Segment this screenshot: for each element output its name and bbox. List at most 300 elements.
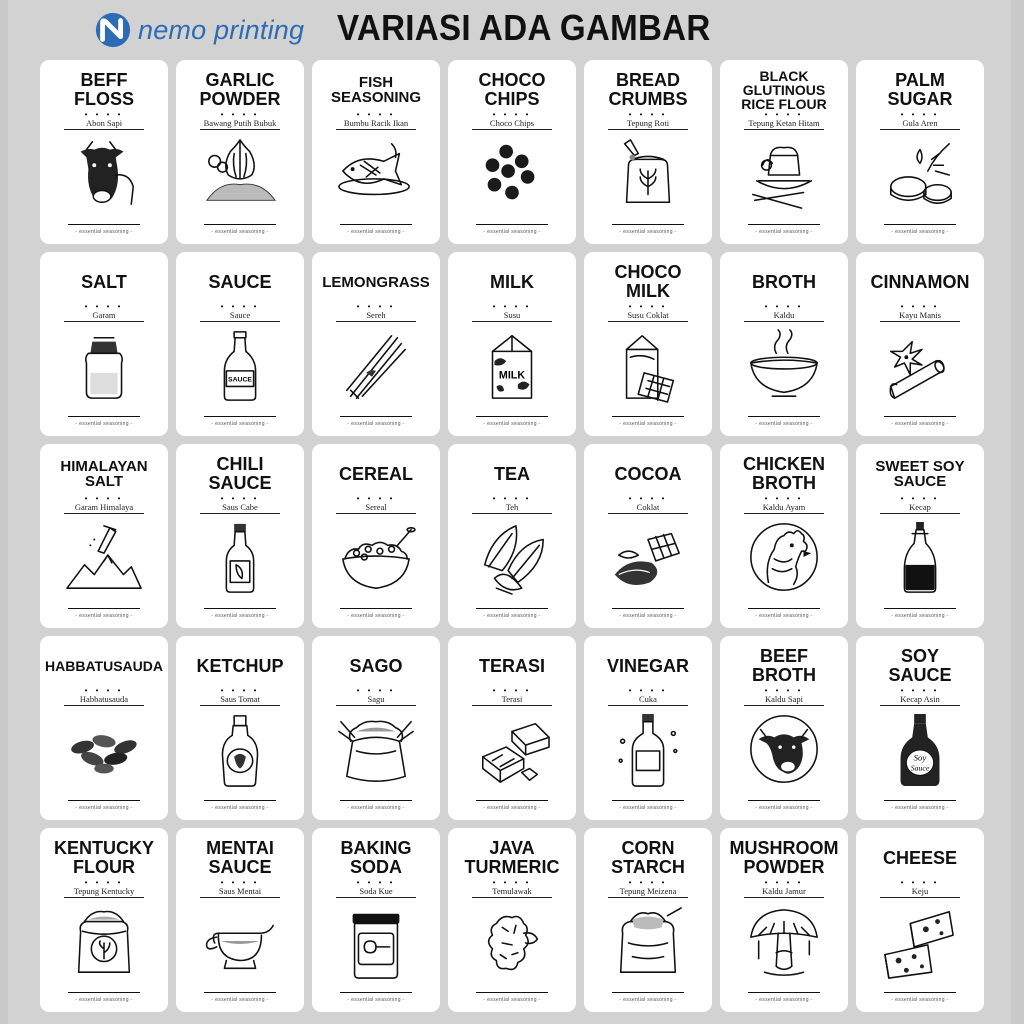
dot-separator: • • • • [900, 878, 940, 887]
label-divider [340, 992, 412, 993]
label-title: BLACK GLUTINOUS RICE FLOUR [741, 68, 827, 112]
label-subtitle: Susu [472, 310, 552, 322]
label-card [40, 60, 168, 244]
label-card [40, 252, 168, 436]
label-divider [476, 416, 548, 417]
dot-separator: • • • • [764, 110, 804, 119]
label-divider [748, 800, 820, 801]
label-title-wrap [312, 70, 440, 110]
label-footer: - essential seasoning - [619, 421, 677, 427]
label-divider [68, 992, 140, 993]
svg-text:MILK: MILK [498, 369, 526, 382]
dot-separator: • • • • [628, 686, 668, 695]
label-illustration [336, 712, 416, 788]
dot-separator: • • • • [84, 302, 124, 311]
label-title-wrap [584, 838, 712, 878]
label-subtitle: Sereh [336, 310, 416, 322]
label-subtitle: Garam [64, 310, 144, 322]
label-divider [204, 800, 276, 801]
label-divider [340, 416, 412, 417]
svg-text:SAUCE: SAUCE [228, 376, 252, 384]
label-illustration [880, 520, 960, 596]
label-card [584, 444, 712, 628]
dot-separator: • • • • [628, 302, 668, 311]
label-subtitle: Tepung Ketan Hitam [744, 118, 824, 130]
label-illustration [472, 328, 552, 404]
brand-name: nemo printing [138, 14, 305, 45]
label-card [40, 828, 168, 1012]
label-title: HABBATUSAUDA [45, 658, 163, 674]
dot-separator: • • • • [84, 110, 124, 119]
label-footer: - essential seasoning - [211, 421, 269, 427]
label-title-wrap [40, 646, 168, 686]
label-card [312, 636, 440, 820]
label-footer: - essential seasoning - [755, 805, 813, 811]
label-footer: - essential seasoning - [75, 805, 133, 811]
dot-separator: • • • • [764, 878, 804, 887]
palm-sugar-icon [880, 136, 960, 212]
label-title: CHEESE [882, 847, 958, 868]
dot-separator: • • • • [900, 494, 940, 503]
label-title: BAKING SODA [340, 838, 412, 877]
label-illustration [200, 712, 280, 788]
label-card [856, 828, 984, 1012]
label-title: TEA [494, 463, 530, 484]
svg-text:Soy: Soy [913, 752, 927, 763]
label-title: HIMALAYAN SALT [60, 458, 148, 490]
label-title-wrap [176, 454, 304, 494]
label-divider [884, 416, 956, 417]
dot-separator: • • • • [492, 302, 532, 311]
dot-separator: • • • • [356, 110, 396, 119]
label-illustration [64, 328, 144, 404]
label-divider [748, 224, 820, 225]
jar-scoop-icon [336, 904, 416, 980]
label-illustration [64, 520, 144, 596]
label-title-wrap [448, 838, 576, 878]
label-divider [612, 224, 684, 225]
label-title: CINNAMON [870, 271, 970, 292]
label-card [176, 444, 304, 628]
label-divider [204, 224, 276, 225]
label-title-wrap [720, 454, 848, 494]
label-title: BEFF FLOSS [73, 70, 134, 109]
label-subtitle: Bawang Putih Bubuk [200, 118, 280, 130]
label-footer: - essential seasoning - [347, 805, 405, 811]
label-illustration [336, 136, 416, 212]
label-title: BROTH [752, 271, 816, 292]
label-subtitle: Kecap [880, 502, 960, 514]
label-divider [204, 608, 276, 609]
dot-separator: • • • • [356, 494, 396, 503]
label-footer: - essential seasoning - [75, 613, 133, 619]
label-card [856, 60, 984, 244]
label-subtitle: Terasi [472, 694, 552, 706]
label-illustration [880, 136, 960, 212]
label-title: TERASI [478, 655, 545, 676]
dot-separator: • • • • [220, 494, 260, 503]
label-title-wrap [176, 262, 304, 302]
label-subtitle: Saus Mentai [200, 886, 280, 898]
label-card [312, 828, 440, 1012]
cereal-bowl-icon [336, 520, 416, 596]
rooster-icon [744, 520, 824, 596]
label-title-wrap [40, 454, 168, 494]
label-illustration [64, 136, 144, 212]
dot-separator: • • • • [900, 302, 940, 311]
label-footer: - essential seasoning - [75, 229, 133, 235]
dot-separator: • • • • [84, 494, 124, 503]
label-footer: - essential seasoning - [891, 805, 949, 811]
brand-logo [94, 10, 304, 50]
label-divider [204, 992, 276, 993]
black-seeds-icon [64, 712, 144, 788]
label-subtitle: Bumbu Racik Ikan [336, 118, 416, 130]
label-card [720, 828, 848, 1012]
label-subtitle: Tepung Kentucky [64, 886, 144, 898]
dot-separator: • • • • [356, 302, 396, 311]
label-divider [68, 416, 140, 417]
lemongrass-icon [336, 328, 416, 404]
label-title: CHICKEN BROTH [742, 454, 825, 493]
label-divider [884, 608, 956, 609]
rice-flour-bowl-icon [744, 136, 824, 212]
label-subtitle: Tepung Meizena [608, 886, 688, 898]
ketchup-bottle-icon [200, 712, 280, 788]
label-subtitle: Sereal [336, 502, 416, 514]
label-footer: - essential seasoning - [619, 613, 677, 619]
label-divider [68, 224, 140, 225]
label-footer: - essential seasoning - [483, 805, 541, 811]
label-footer: - essential seasoning - [891, 421, 949, 427]
label-title: MUSHROOM POWDER [729, 838, 839, 877]
label-divider [340, 608, 412, 609]
label-footer: - essential seasoning - [619, 805, 677, 811]
label-illustration [744, 328, 824, 404]
label-title: MILK [490, 271, 534, 292]
gravy-boat-icon [200, 904, 280, 980]
label-title-wrap [312, 646, 440, 686]
dot-separator: • • • • [220, 302, 260, 311]
choco-chips-icon [472, 136, 552, 212]
label-illustration [472, 712, 552, 788]
label-illustration [744, 520, 824, 596]
label-subtitle: Coklat [608, 502, 688, 514]
label-footer: - essential seasoning - [483, 229, 541, 235]
label-card [584, 828, 712, 1012]
label-title: SOY SAUCE [888, 646, 952, 685]
dot-separator: • • • • [628, 110, 668, 119]
label-subtitle: Kaldu Jamur [744, 886, 824, 898]
salt-shaker-icon [64, 328, 144, 404]
label-card [312, 60, 440, 244]
label-title-wrap [176, 838, 304, 878]
dot-separator: • • • • [84, 878, 124, 887]
label-card [720, 444, 848, 628]
choco-milk-icon [608, 328, 688, 404]
label-footer: - essential seasoning - [755, 613, 813, 619]
label-card [584, 60, 712, 244]
label-title-wrap [856, 454, 984, 494]
label-title-wrap [312, 262, 440, 302]
fish-icon [336, 136, 416, 212]
label-divider [340, 224, 412, 225]
label-card [584, 252, 712, 436]
label-illustration [608, 520, 688, 596]
label-title-wrap [312, 838, 440, 878]
dot-separator: • • • • [628, 494, 668, 503]
label-footer: - essential seasoning - [619, 997, 677, 1003]
label-divider [476, 224, 548, 225]
label-subtitle: Habbatusauda [64, 694, 144, 706]
label-divider [884, 992, 956, 993]
label-title: KENTUCKY FLOUR [53, 838, 154, 877]
label-card [720, 252, 848, 436]
dot-separator: • • • • [492, 494, 532, 503]
soup-bowl-icon [744, 328, 824, 404]
vinegar-bottle-icon [608, 712, 688, 788]
label-footer: - essential seasoning - [347, 421, 405, 427]
label-subtitle: Sagu [336, 694, 416, 706]
label-divider [476, 608, 548, 609]
label-footer: - essential seasoning - [483, 421, 541, 427]
label-footer: - essential seasoning - [347, 997, 405, 1003]
soy-sauce-bottle-icon [880, 712, 960, 788]
label-title-wrap [40, 70, 168, 110]
dot-separator: • • • • [356, 878, 396, 887]
label-subtitle: Soda Kue [336, 886, 416, 898]
label-divider [884, 800, 956, 801]
label-divider [340, 800, 412, 801]
label-divider [68, 608, 140, 609]
label-illustration [880, 328, 960, 404]
label-illustration [608, 904, 688, 980]
label-subtitle: Cuka [608, 694, 688, 706]
label-title: SWEET SOY SAUCE [875, 458, 965, 490]
dot-separator: • • • • [492, 686, 532, 695]
label-footer: - essential seasoning - [891, 613, 949, 619]
label-subtitle: Choco Chips [472, 118, 552, 130]
label-card [448, 444, 576, 628]
cheese-icon [880, 904, 960, 980]
label-title-wrap [312, 454, 440, 494]
label-title: LEMONGRASS [322, 273, 430, 291]
label-divider [612, 416, 684, 417]
label-card [312, 252, 440, 436]
label-title-wrap [448, 646, 576, 686]
dot-separator: • • • • [84, 686, 124, 695]
dot-separator: • • • • [492, 878, 532, 887]
label-footer: - essential seasoning - [75, 421, 133, 427]
sago-sack-icon [336, 712, 416, 788]
header [0, 0, 1024, 58]
label-title-wrap [176, 70, 304, 110]
label-card [856, 444, 984, 628]
label-illustration [472, 904, 552, 980]
label-card [176, 828, 304, 1012]
label-illustration [336, 904, 416, 980]
label-illustration [880, 712, 960, 788]
label-footer: - essential seasoning - [75, 997, 133, 1003]
label-illustration [336, 520, 416, 596]
label-divider [476, 992, 548, 993]
label-footer: - essential seasoning - [755, 997, 813, 1003]
label-card [40, 444, 168, 628]
nemo-n-logo-icon [94, 11, 132, 49]
label-subtitle: Kaldu [744, 310, 824, 322]
label-footer: - essential seasoning - [347, 613, 405, 619]
label-divider [748, 608, 820, 609]
label-title: BEEF BROTH [752, 646, 816, 685]
label-card [720, 60, 848, 244]
dot-separator: • • • • [900, 686, 940, 695]
label-card [312, 444, 440, 628]
label-divider [612, 800, 684, 801]
dot-separator: • • • • [628, 878, 668, 887]
label-title-wrap [40, 838, 168, 878]
label-title-wrap [40, 262, 168, 302]
label-subtitle: Temulawak [472, 886, 552, 898]
label-title-wrap [856, 838, 984, 878]
label-illustration [336, 328, 416, 404]
milk-carton-icon [472, 328, 552, 404]
label-card [176, 252, 304, 436]
label-divider [476, 800, 548, 801]
label-title-wrap [584, 646, 712, 686]
label-title-wrap [856, 70, 984, 110]
label-card [40, 636, 168, 820]
label-title: SAUCE [208, 271, 272, 292]
label-title-wrap [856, 262, 984, 302]
label-title: JAVA TURMERIC [464, 838, 560, 877]
dot-separator: • • • • [764, 302, 804, 311]
flour-sack-scoop-icon [608, 136, 688, 212]
label-footer: - essential seasoning - [891, 229, 949, 235]
label-title: VINEGAR [606, 655, 689, 676]
dot-separator: • • • • [356, 686, 396, 695]
label-title-wrap [448, 262, 576, 302]
label-divider [748, 992, 820, 993]
label-divider [748, 416, 820, 417]
label-card [176, 636, 304, 820]
label-title-wrap [448, 454, 576, 494]
label-illustration [744, 712, 824, 788]
label-title: BREAD CRUMBS [608, 70, 688, 109]
label-card [448, 636, 576, 820]
label-title: CHILI SAUCE [208, 454, 272, 493]
label-grid [40, 60, 984, 1012]
label-illustration [744, 904, 824, 980]
label-card [720, 636, 848, 820]
label-illustration [64, 712, 144, 788]
label-title: GARLIC POWDER [199, 70, 281, 109]
label-subtitle: Saus Tomat [200, 694, 280, 706]
label-title-wrap [720, 646, 848, 686]
label-title-wrap [176, 646, 304, 686]
label-subtitle: Kayu Manis [880, 310, 960, 322]
mountain-salt-icon [64, 520, 144, 596]
label-illustration [880, 904, 960, 980]
label-footer: - essential seasoning - [211, 997, 269, 1003]
soy-bottle-icon [880, 520, 960, 596]
label-illustration [472, 136, 552, 212]
mushroom-icon [744, 904, 824, 980]
label-title: SAGO [349, 655, 403, 676]
label-illustration [64, 904, 144, 980]
label-title-wrap [720, 262, 848, 302]
tea-leaves-icon [472, 520, 552, 596]
page-title: VARIASI ADA GAMBAR [337, 7, 711, 48]
garlic-icon [200, 136, 280, 212]
flour-sack-icon [64, 904, 144, 980]
label-subtitle: Kaldu Ayam [744, 502, 824, 514]
label-footer: - essential seasoning - [755, 421, 813, 427]
label-card [448, 60, 576, 244]
label-footer: - essential seasoning - [891, 997, 949, 1003]
label-title-wrap [448, 70, 576, 110]
cocoa-icon [608, 520, 688, 596]
svg-text:Sauce: Sauce [910, 763, 930, 773]
label-illustration [200, 520, 280, 596]
label-card [448, 828, 576, 1012]
label-subtitle: Tepung Roti [608, 118, 688, 130]
label-title: PALM SUGAR [887, 70, 953, 109]
label-subtitle: Gula Aren [880, 118, 960, 130]
label-footer: - essential seasoning - [211, 229, 269, 235]
label-illustration [608, 136, 688, 212]
dot-separator: • • • • [220, 110, 260, 119]
label-illustration [200, 328, 280, 404]
cinnamon-icon [880, 328, 960, 404]
label-footer: - essential seasoning - [211, 805, 269, 811]
label-title: CORN STARCH [611, 838, 685, 877]
starch-sack-icon [608, 904, 688, 980]
label-footer: - essential seasoning - [755, 229, 813, 235]
dot-separator: • • • • [900, 110, 940, 119]
cow-circle-icon [744, 712, 824, 788]
shrimp-paste-icon [472, 712, 552, 788]
dot-separator: • • • • [220, 878, 260, 887]
label-title: MENTAI SAUCE [206, 838, 274, 877]
label-title-wrap [584, 262, 712, 302]
label-title: COCOA [614, 463, 682, 484]
label-footer: - essential seasoning - [347, 229, 405, 235]
dot-separator: • • • • [764, 494, 804, 503]
label-title: CEREAL [338, 463, 413, 484]
label-illustration [744, 136, 824, 212]
label-title-wrap [584, 70, 712, 110]
label-title: CHOCO MILK [614, 262, 682, 301]
label-illustration [608, 328, 688, 404]
label-title-wrap [720, 838, 848, 878]
cow-icon [64, 136, 144, 212]
label-title-wrap [856, 646, 984, 686]
label-card [856, 636, 984, 820]
label-title: SALT [81, 271, 127, 292]
label-subtitle: Abon Sapi [64, 118, 144, 130]
label-divider [204, 416, 276, 417]
turmeric-root-icon [472, 904, 552, 980]
label-card [856, 252, 984, 436]
label-footer: - essential seasoning - [483, 613, 541, 619]
label-subtitle: Keju [880, 886, 960, 898]
label-subtitle: Garam Himalaya [64, 502, 144, 514]
label-illustration [200, 904, 280, 980]
label-title: KETCHUP [196, 655, 284, 676]
label-subtitle: Susu Coklat [608, 310, 688, 322]
label-illustration [200, 136, 280, 212]
label-title: CHOCO CHIPS [478, 70, 546, 109]
